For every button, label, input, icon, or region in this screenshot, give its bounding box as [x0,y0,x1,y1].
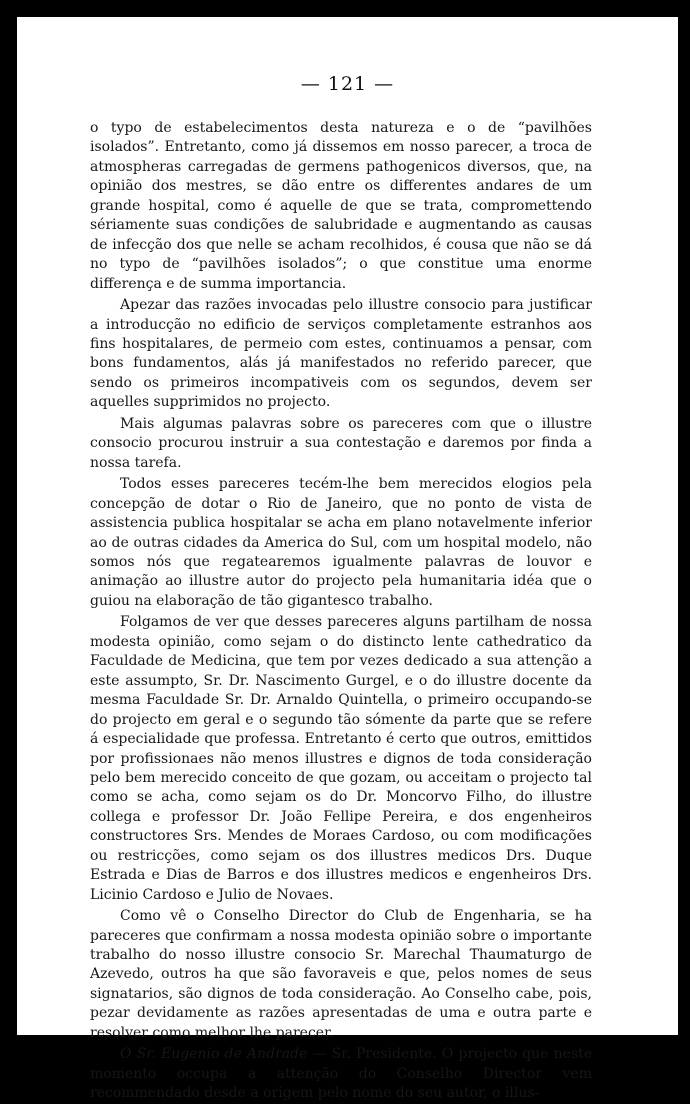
text-body [90,119,592,1104]
document-page [17,17,678,1102]
speech-text: — Sr. Presidente. O projecto que neste momento occupa a attenção do Conselho Director vem recommendado desde a origem pelo nome do seu autor, o illus- [90,1046,592,1102]
paragraph: Como vê o Conselho Director do Club de Engenharia, se ha pareceres que confirmam a nossa modesta opinião sobre o importante trabalho do nosso illustre consocio Sr. Marechal Thaumaturgo de Azevedo, outros ha que são favoraveis e que, pelos nomes de seus signatarios, são dignos de toda consideração. Ao Conselho cabe, pois, pezar devidamente as razões apresentadas de uma e outra parte e resolver como melhor lhe parecer. [90,908,592,1041]
paragraph: Mais algumas palavras sobre os pareceres com que o illustre consocio procurou instruir a sua contestação e daremos por finda a nossa tarefa. [90,415,592,471]
page-number: — 121 — [300,73,395,95]
paragraph-speech [90,1045,592,1103]
speaker-name: O Sr. Eugenio de Andrade [120,1046,308,1063]
paragraph: o typo de estabelecimentos desta natureza e o de “pavilhões isolados”. Entretanto, como já dissemos em nosso parecer, a troca de atmospheras carregadas de germens pathogenicos diversos, que, na opinião dos mestres, se dão entre os differentes andares de um grande hospital, como é aquelle de que se trata, compromettendo sériamente suas condições de salubridade e augmentando as causas de infecção dos que nelle se acham recolhidos, é cousa que não se dá no typo de “pavilhões isolados”; o que constitue uma enorme differença e de summa importancia. [90,120,592,292]
paragraph: Todos esses pareceres tecém-lhe bem merecidos elogios pela concepção de dotar o Rio de Janeiro, que no ponto de vista de assistencia publica hospitalar se acha em plano notavelmente inferior ao de outras cidades da America do Sul, com um hospital modelo, não somos nós que regatearemos igualmente palavras de louvor e animação ao illustre autor do projecto pela humanitaria idéa que o guiou na elaboração de tão gigantesco trabalho. [90,476,592,609]
paragraph: Apezar das razões invocadas pelo illustre consocio para justificar a introducção no edificio de serviços completamente estranhos aos fins hospitalares, de permeio com estes, continuamos a pensar, com bons fundamentos, alás já manifestados no referido parecer, que sendo os primeiros incompativeis com os segundos, devem ser aquelles supprimidos no projecto. [90,297,592,411]
paragraph: Folgamos de ver que desses pareceres alguns partilham de nossa modesta opinião, como sejam o do distincto lente cathedratico da Faculdade de Medicina, que tem por vezes dedicado a sua attenção a este assumpto, Sr. Dr. Nascimento Gurgel, e o do illustre docente da mesma Faculdade Sr. Dr. Arnaldo Quintella, o primeiro occupando-se do projecto em geral e o segundo tão sómente da parte que se refere á especialidade que professa. Entretanto é certo que outros, emittidos por profissionaes não menos illustres e dignos de toda consideração pelo bem merecido conceito de que gozam, ou acceitam o projecto tal como se acha, como sejam os do Dr. Moncorvo Filho, do illustre collega e professor Dr. João Fellipe Pereira, e dos engenheiros constructores Srs. Mendes de Moraes Cardoso, ou com modificações ou restricções, como sejam os dos illustres medicos Drs. Duque Estrada e Dias de Barros e dos illustres medicos e engenheiros Drs. Licinio Cardoso e Julio de Novaes. [90,614,592,903]
